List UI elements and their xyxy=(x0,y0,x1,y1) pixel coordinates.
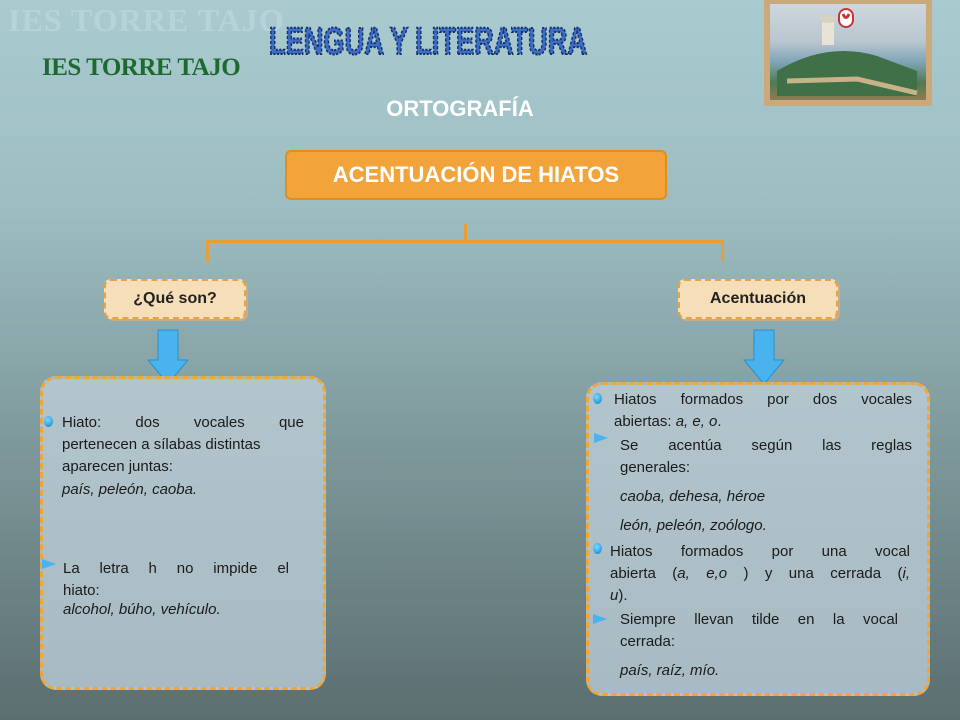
mixed-vowels-prefix: abierta ( xyxy=(610,565,678,582)
bullet-dot-icon xyxy=(593,393,602,404)
general-rules-line-1: Se acentúa según las reglas xyxy=(620,437,912,454)
definition-line-3: aparecen juntas: xyxy=(62,458,173,475)
open-vowels-prefix: abiertas: xyxy=(614,413,676,430)
general-rules-example-2: león, peleón, zoólogo. xyxy=(620,517,767,534)
seaside-lighthouse-painting-icon xyxy=(766,0,930,104)
node-que-son xyxy=(104,279,246,319)
open-vowels-list: a, e, o xyxy=(675,413,718,430)
diagram-title-text: ACENTUACIÓN DE HIATOS xyxy=(332,162,620,187)
school-logo-text: IES TORRE TAJO xyxy=(42,54,241,81)
down-arrow-icon xyxy=(744,330,784,384)
mixed-vowels-suffix: ). xyxy=(618,587,628,604)
open-vowels-line-1: Hiatos formados por dos vocales xyxy=(614,391,912,408)
general-rules-line-2: generales: xyxy=(620,459,691,476)
h-rule-line-2: hiato: xyxy=(63,582,100,599)
mixed-vowels-middle: ) y una cerrada ( xyxy=(727,565,903,582)
general-rules-example-1: caoba, dehesa, héroe xyxy=(620,488,766,505)
arrow-bullet-icon xyxy=(594,433,608,443)
node-acentuacion-label: Acentuación xyxy=(709,290,806,307)
subject-banner xyxy=(268,6,598,68)
h-rule-example: alcohol, búho, vehículo. xyxy=(63,601,221,618)
bullet-dot-icon xyxy=(44,416,53,427)
mixed-vowels-line-3 xyxy=(610,587,628,605)
tilde-rule-line-2: cerrada: xyxy=(620,633,676,650)
school-logo-watermark: IES TORRE TAJO xyxy=(8,2,285,38)
mixed-vowels-closed-u: u xyxy=(610,587,619,604)
connector-left-drop xyxy=(206,240,209,262)
node-acentuacion xyxy=(678,279,838,319)
definition-line-2: pertenecen a sílabas distintas xyxy=(62,436,261,453)
open-vowels-suffix: . xyxy=(717,413,722,430)
definition-example: país, peleón, caoba. xyxy=(62,481,198,498)
tilde-rule-example: país, raíz, mío. xyxy=(620,662,720,679)
definition-line-1: Hiato: dos vocales que xyxy=(62,414,304,431)
bullet-dot-icon xyxy=(593,543,602,554)
node-que-son-label: ¿Qué son? xyxy=(133,290,217,307)
mixed-vowels-line-1: Hiatos formados por una vocal xyxy=(610,543,910,560)
mixed-vowels-closed-i: i, xyxy=(902,565,911,582)
open-vowels-line-2 xyxy=(614,413,722,431)
tilde-rule-line-1: Siempre llevan tilde en la vocal xyxy=(620,611,898,628)
mixed-vowels-line-2 xyxy=(610,565,910,583)
page-subtitle: ORTOGRAFÍA xyxy=(386,96,534,121)
h-rule-line-1: La letra h no impide el xyxy=(63,560,289,577)
mixed-vowels-open-list: a, e,o xyxy=(677,565,728,582)
connector-right-drop xyxy=(721,240,724,262)
subject-banner-text: LENGUA Y LITERATURA xyxy=(269,21,587,63)
arrow-bullet-icon xyxy=(42,559,56,569)
arrow-bullet-icon xyxy=(593,614,607,624)
connector-bar xyxy=(206,240,724,243)
diagram-title xyxy=(285,150,667,200)
